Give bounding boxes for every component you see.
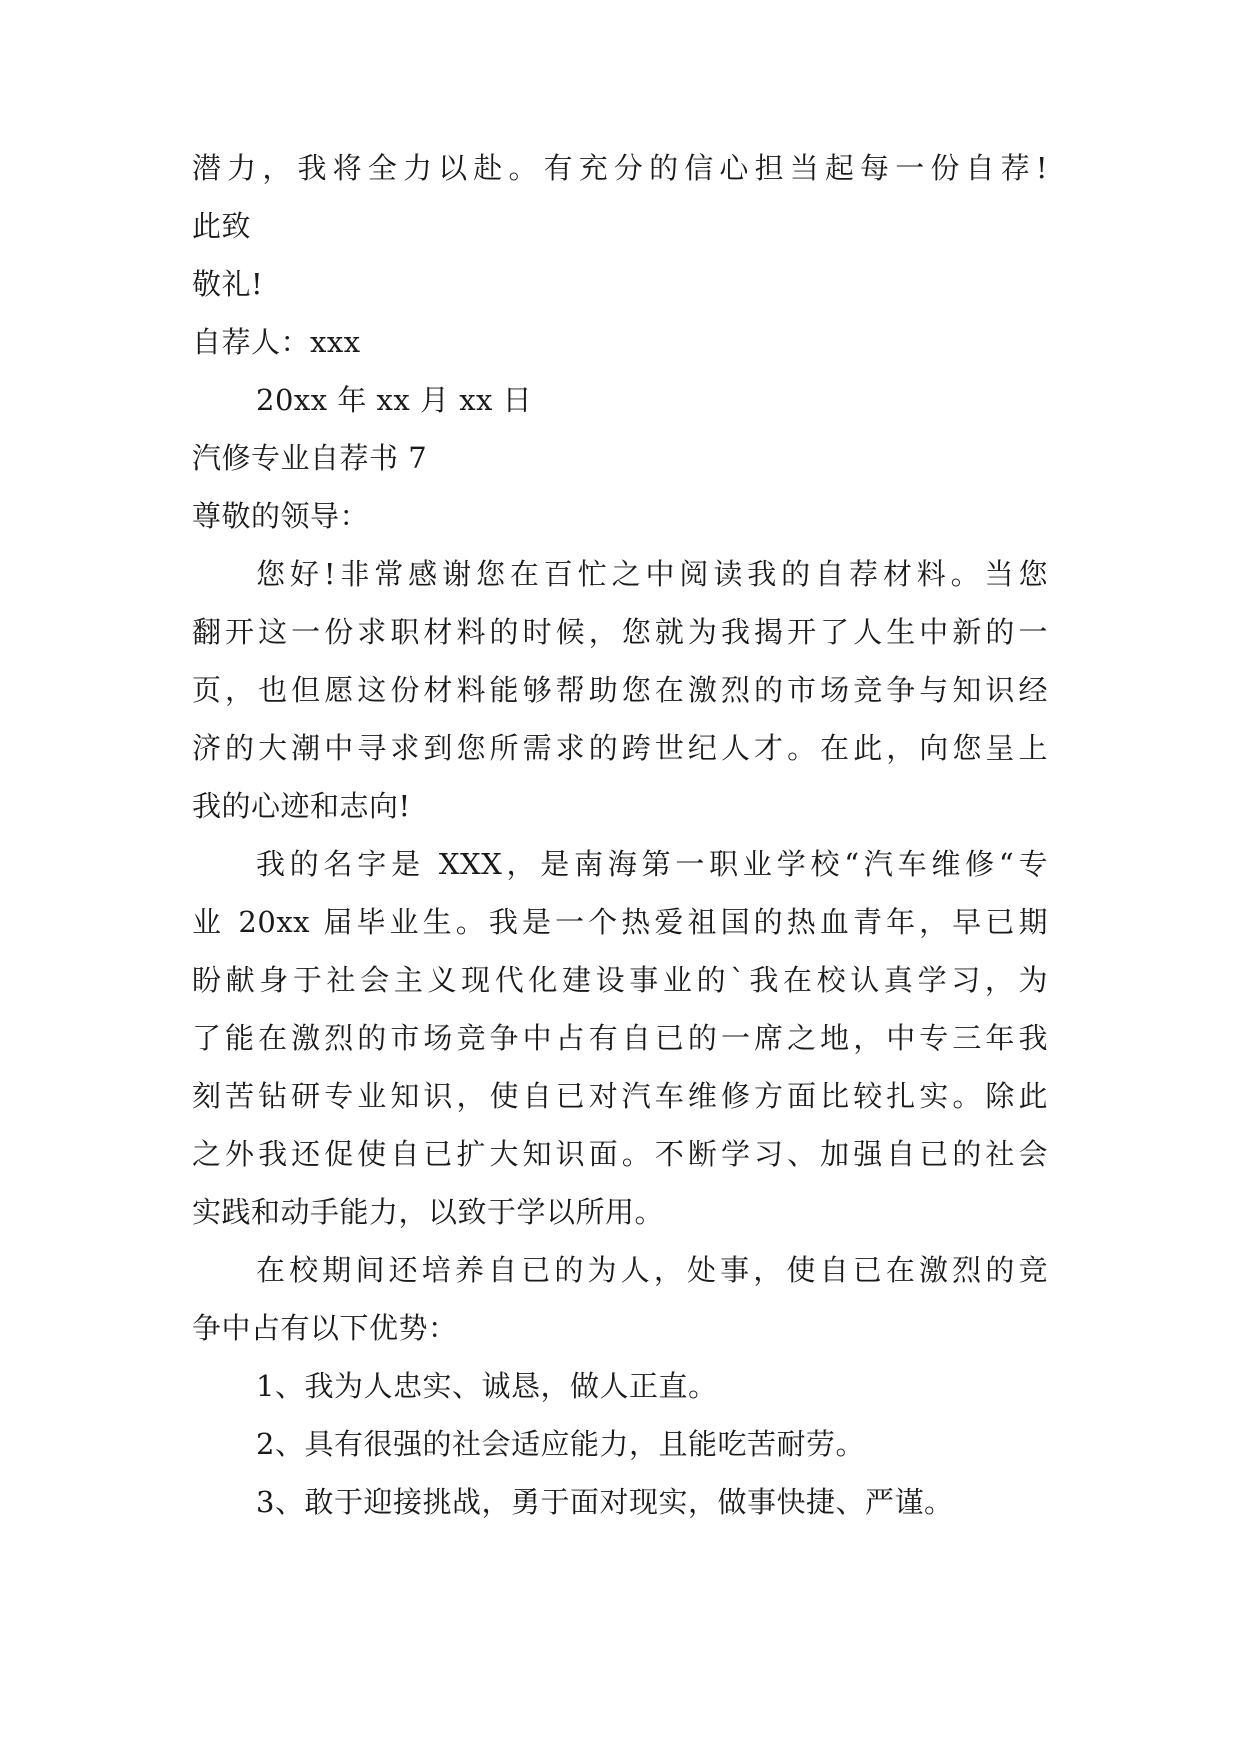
- list-item: 1、我为人忠实、诚恳，做人正直。: [256, 1369, 718, 1403]
- salutation-jing-li: 敬礼!: [192, 267, 264, 301]
- paragraph-line: 页，也但愿这份材料能够帮助您在激烈的市场竞争与知识经: [192, 673, 1048, 707]
- paragraph-line: 翻开这一份求职材料的时候，您就为我揭开了人生中新的一: [192, 615, 1048, 649]
- list-item: 2、具有很强的社会适应能力，且能吃苦耐劳。: [256, 1427, 865, 1461]
- paragraph-line: 我的心迹和志向!: [192, 789, 411, 823]
- paragraph-line: 之外我还促使自已扩大知识面。不断学习、加强自已的社会: [192, 1137, 1048, 1171]
- paragraph-line: 在校期间还培养自已的为人，处事，使自已在激烈的竞: [256, 1253, 1048, 1287]
- section-title: 汽修专业自荐书 7: [192, 441, 428, 475]
- paragraph-line: 盼献身于社会主义现代化建设事业的`我在校认真学习，为: [192, 963, 1048, 997]
- date-line: 20xx 年 xx 月 xx 日: [256, 383, 533, 417]
- paragraph-line: 济的大潮中寻求到您所需求的跨世纪人才。在此，向您呈上: [192, 731, 1048, 765]
- paragraph-line: 了能在激烈的市场竞争中占有自已的一席之地，中专三年我: [192, 1021, 1048, 1055]
- signer-line: 自荐人：xxx: [192, 325, 361, 359]
- greeting-line: 尊敬的领导：: [192, 499, 370, 533]
- paragraph-line: 业 20xx 届毕业生。我是一个热爱祖国的热血青年，早已期: [192, 905, 1048, 939]
- paragraph-line: 刻苦钻研专业知识，使自已对汽车维修方面比较扎实。除此: [192, 1079, 1048, 1113]
- list-item: 3、敢于迎接挑战，勇于面对现实，做事快捷、严谨。: [256, 1485, 954, 1519]
- paragraph-line: 实践和动手能力，以致于学以所用。: [192, 1195, 665, 1229]
- paragraph-line: 我的名字是 XXX，是南海第一职业学校“汽车维修“专: [256, 847, 1048, 881]
- salutation-ci-zhi: 此致: [192, 209, 252, 243]
- closing-text-line: 潜力，我将全力以赴。有充分的信心担当起每一份自荐!: [192, 151, 1048, 185]
- paragraph-line: 您好!非常感谢您在百忙之中阅读我的自荐材料。当您: [256, 557, 1048, 591]
- paragraph-line: 争中占有以下优势：: [192, 1311, 458, 1345]
